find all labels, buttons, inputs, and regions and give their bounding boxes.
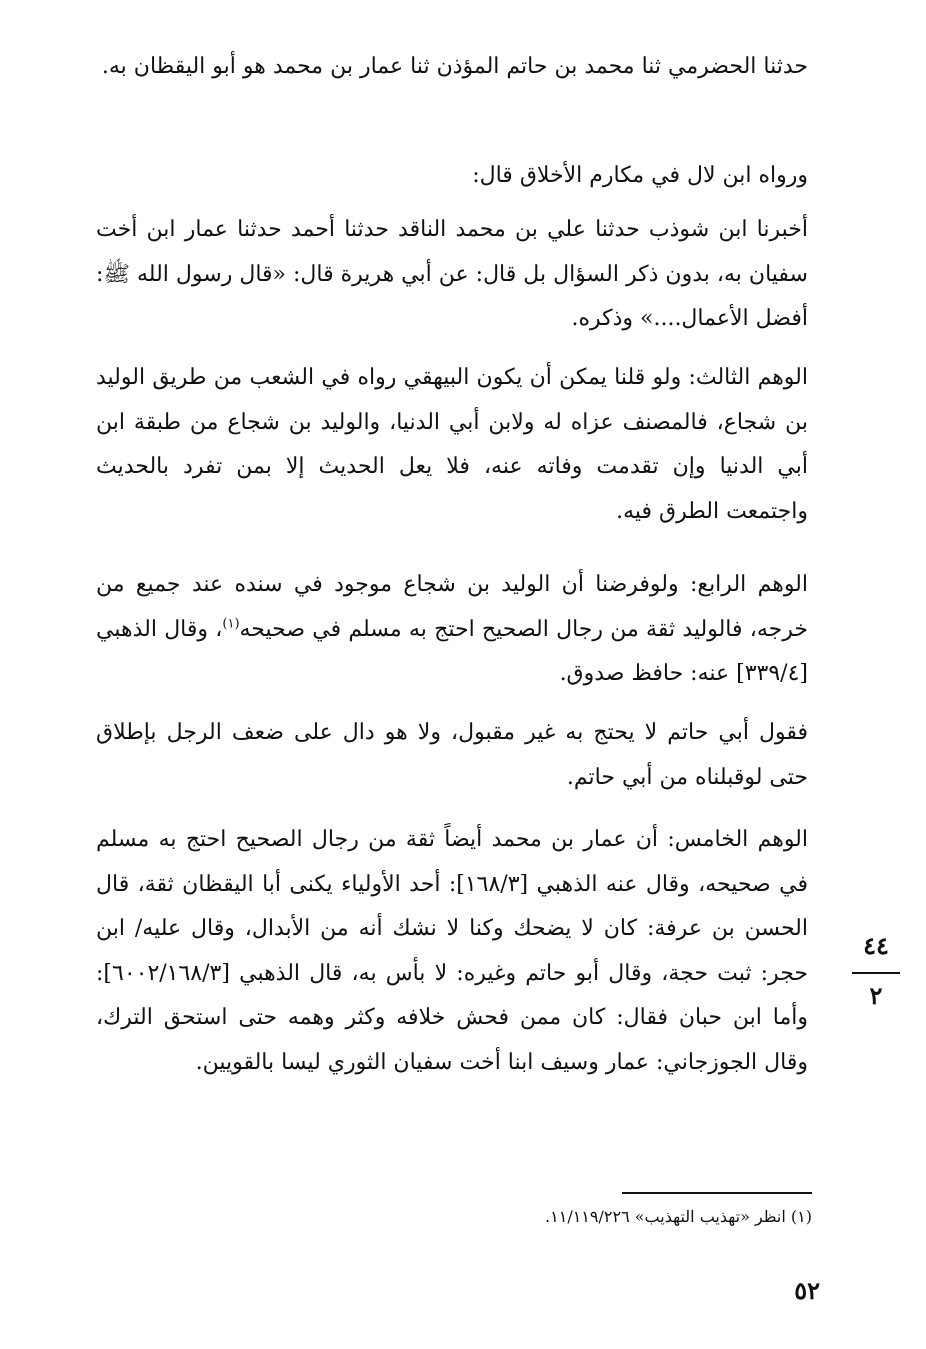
folio-side: ٢ [869, 981, 883, 1010]
paragraph-fourth-error [96, 563, 808, 697]
paragraph-fifth-error [96, 818, 808, 1085]
paragraph-text: فقول أبي حاتم لا يحتج به غير مقبول، ولا هو دال على ضعف الرجل بإطلاق حتى لوقبلناه من أبي حاتم. [96, 720, 808, 790]
paragraph-text: الوهم الخامس: أن عمار بن محمد أيضاً ثقة من رجال الصحيح احتج به مسلم في صحيحه، وقال عنه الذهبي [١٦٨/٣]: أحد الأولياء يكنى أبا اليقظان ثقة، قال الحسن بن عرفة: كان لا يضحك وكنا لا نشك أنه من الأبدال، وقال عليه/ ابن حجر: ثبت حجة، وقال أبو حاتم وغيره: لا بأس به، قال الذهبي [٦٠٠٢/١٦٨/٣]: وأما ابن حبان فقال: كان ممن فحش خلافه وكثر وهمه حتى استحق الترك، وقال الجوزجاني: عمار وسيف ابنا أخت سفيان الثوري ليسا بالقويين. [96, 827, 808, 1075]
paragraph-text: أخبرنا ابن شوذب حدثنا علي بن محمد الناقد حدثنا أحمد حدثنا عمار ابن أخت سفيان به، بدون ذكر السؤال بل قال: عن أبي هريرة قال: «قال رسول الله ﷺ: أفضل الأعمال....» وذكره. [96, 217, 808, 331]
paragraph-ibn-shawdhab [96, 208, 808, 342]
footnote: (١) انظر «تهذيب التهذيب» ١١/١١٩/٢٢٦. [545, 1207, 812, 1226]
paragraph-isnad [96, 45, 808, 90]
paragraph-text: حدثنا الحضرمي ثنا محمد بن حاتم المؤذن ثنا عمار بن محمد هو أبو اليقظان به. [101, 54, 808, 79]
paragraph-text [96, 563, 808, 697]
paragraph-text-before: الوهم الرابع: ولوفرضنا أن الوليد بن شجاع موجود في سنده عند جميع من خرجه، فالوليد ثقة من رجال الصحيح احتج به مسلم في صحيحه [96, 572, 808, 642]
paragraph-text: الوهم الثالث: ولو قلنا يمكن أن يكون البيهقي رواه في الشعب من طريق الوليد بن شجاع، فالمصنف عزاه له ولابن أبي الدنيا، والوليد بن شجاع من طبقة ابن أبي الدنيا وإن تقدمت وفاته عنه، فلا يعل الحديث إلا بمن تفرد بالحديث واجتمعت الطرق فيه. [96, 365, 808, 524]
footnote-marker: (١) [222, 616, 240, 632]
paragraph-ibn-lal [96, 154, 808, 199]
paragraph-text-after: ، وقال الذهبي [٣٣٩/٤] عنه: حافظ صدوق. [96, 616, 808, 686]
footnote-separator [622, 1192, 812, 1194]
page-number: ٥٢ [794, 1276, 820, 1305]
manuscript-folio-reference [846, 930, 906, 1010]
paragraph-text: ورواه ابن لال في مكارم الأخلاق قال: [472, 163, 808, 188]
paragraph-abu-hatim [96, 711, 808, 800]
folio-divider [852, 972, 900, 974]
paragraph-third-error [96, 356, 808, 534]
folio-number: ٤٤ [863, 931, 889, 960]
